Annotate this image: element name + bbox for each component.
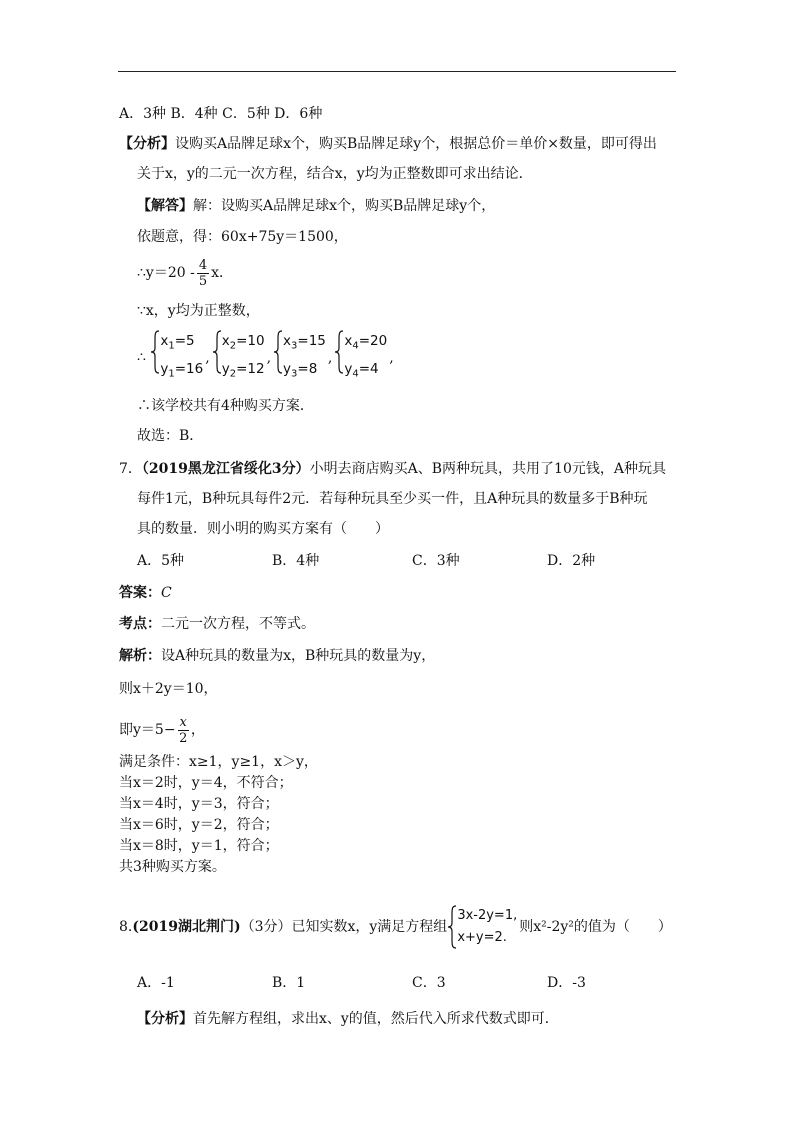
solution-system	[212, 330, 265, 385]
q7-analysis-value: 设A种玩具的数量为x，B种玩具的数量为y，	[161, 648, 436, 664]
prev-analysis-line-2: 关于x，y的二元一次方程，结合x，y均为正整数即可求出结论．	[137, 166, 533, 182]
analysis-text-1: 设购买A品牌足球x个，购买B品牌足球y个，根据总价＝单价×数量，即可得出	[175, 136, 657, 152]
q7-number: 7．	[119, 461, 142, 477]
solution-y-row	[222, 358, 265, 386]
q7-answer	[119, 583, 172, 603]
solution-x-row	[222, 330, 265, 358]
prev-choice: 故选：B．	[137, 428, 204, 444]
x-subscript: 3	[291, 340, 298, 352]
q8-score: （3分）	[240, 919, 292, 935]
y-subscript: 4	[352, 368, 359, 380]
prev-conclusion: ∴该学校共有4种购买方案．	[137, 398, 314, 414]
y-label: y	[221, 360, 230, 377]
q7-option-b: B．4种	[272, 553, 320, 569]
y-subscript: 1	[168, 368, 175, 380]
fraction-denominator: 2	[179, 730, 188, 746]
left-brace-icon	[212, 330, 222, 374]
q8-option-c: C．3	[412, 975, 446, 991]
prev-equation-1: 依题意，得：60x+75y＝1500，	[137, 229, 348, 245]
solution-separator: ,	[389, 349, 394, 366]
q7-option-d: D．2种	[547, 553, 596, 569]
q7-answer-label: 答案：	[119, 585, 161, 601]
q7-text-1: 小明去商店购买A、B两种玩具，共用了10元钱，A种玩具	[309, 461, 666, 477]
answer-tag: 【解答】	[137, 198, 193, 214]
y-value: =12	[236, 360, 265, 377]
q7-eq2-pre: 即y＝5−	[119, 722, 176, 738]
q7-answer-value: C	[161, 585, 172, 601]
q7-case-1: 当x＝2时，y＝4，不符合；	[119, 775, 293, 791]
q7-line-3: 具的数量．则小明的购买方案有（ ）	[137, 521, 389, 537]
q7-case-3: 当x＝6时，y＝2，符合；	[119, 817, 279, 833]
header-rule	[118, 71, 676, 72]
solution-system	[273, 330, 326, 385]
fraction-numerator: 4	[198, 257, 208, 273]
q8-text-pre: 已知实数x，y满足方程组	[291, 919, 448, 935]
q8-source: (2019湖北荆门)	[132, 919, 241, 935]
q7-topic-value: 二元一次方程，不等式。	[161, 616, 315, 632]
q8-line-1	[119, 903, 672, 951]
q8-option-b: B．1	[272, 975, 306, 991]
q7-case-4: 当x＝8时，y＝1，符合；	[119, 838, 279, 854]
prev-analysis-line-1	[119, 134, 657, 154]
solution-system	[334, 330, 387, 385]
eq2-pre: ∴y＝20 -	[137, 265, 195, 281]
prev-options: A．3种 B．4种 C．5种 D．6种	[119, 106, 323, 122]
x-value: =15	[297, 333, 326, 349]
solution-system	[150, 330, 203, 385]
y-label: y	[344, 360, 353, 377]
q8-option-a: A．-1	[137, 975, 175, 991]
q8-analysis	[137, 1009, 559, 1029]
y-value: =8	[297, 360, 318, 377]
solution-separator: ,	[266, 349, 272, 366]
q7-option-c: C．3种	[412, 553, 460, 569]
q7-analysis-label: 解析：	[119, 648, 161, 664]
q7-case-2: 当x＝4时，y＝3，符合；	[119, 796, 279, 812]
solution-separator: ,	[205, 349, 210, 366]
q8-analysis-tag: 【分析】	[137, 1011, 193, 1027]
q8-system-row-1: 3x-2y=1,	[457, 908, 518, 923]
left-brace-icon	[150, 330, 160, 374]
q8-option-d: D．-3	[547, 975, 586, 991]
solution-y-row	[160, 358, 203, 386]
solution-y-row	[344, 358, 387, 386]
q8-analysis-value: 首先解方程组，求出x、y的值，然后代入所求代数式即可．	[193, 1011, 559, 1027]
x-subscript: 2	[229, 340, 237, 352]
q7-option-a: A．5种	[137, 553, 185, 569]
y-value: =16	[174, 360, 204, 377]
x-label: x	[283, 333, 292, 349]
q7-topic-label: 考点：	[119, 616, 161, 632]
q7-line-2: 每件1元，B种玩具每件2元．若每种玩具至少买一件，且A种玩具的数量多于B种玩	[137, 491, 648, 507]
q7-condition: 满足条件：x≥1，y≥1，x＞y，	[119, 754, 318, 770]
x-label: x	[344, 333, 353, 349]
x-subscript: 1	[168, 340, 175, 352]
q7-line-1	[119, 459, 666, 479]
solution-x-row	[160, 330, 203, 358]
y-value: =4	[358, 360, 379, 377]
solution-separator: ,	[327, 349, 333, 366]
solution-x-row	[283, 330, 326, 358]
q7-equation-2	[119, 712, 205, 748]
q7-equation-1: 则x＋2y＝10，	[119, 681, 218, 697]
solution-y-row	[283, 358, 326, 386]
y-subscript: 3	[291, 368, 298, 380]
x-value: =5	[174, 333, 195, 349]
solutions-list	[150, 333, 395, 380]
x-value: =10	[236, 333, 265, 349]
answer-text-1: 解：设购买A品牌足球x个，购买B品牌足球y个，	[193, 198, 496, 214]
fraction-numerator: x	[179, 714, 187, 730]
prev-answer-line	[137, 196, 495, 216]
x-label: x	[221, 333, 230, 349]
q8-text-post: 则x²-2y²的值为（ ）	[519, 919, 672, 935]
fraction-denominator: 5	[198, 273, 208, 289]
q8-system-row-2: x+y=2.	[457, 930, 507, 945]
q8-number: 8.	[119, 919, 133, 935]
q7-analysis	[119, 646, 435, 666]
left-brace-icon	[273, 330, 283, 374]
therefore-symbol: ∴	[137, 349, 146, 366]
fraction-4-5	[197, 258, 209, 289]
y-label: y	[160, 360, 169, 377]
prev-because: ∵x，y均为正整数，	[137, 303, 260, 319]
prev-equation-2	[137, 257, 233, 289]
y-subscript: 2	[229, 368, 237, 380]
x-value: =20	[358, 333, 388, 349]
prev-solutions	[137, 330, 396, 385]
fraction-x-2	[178, 715, 189, 746]
y-label: y	[283, 360, 292, 377]
q7-eq2-post: ，	[190, 722, 205, 738]
left-brace-icon	[447, 905, 457, 949]
x-label: x	[160, 333, 169, 349]
x-subscript: 4	[352, 340, 359, 352]
q8-equation-system	[447, 905, 517, 949]
solution-x-row	[344, 330, 387, 358]
analysis-tag: 【分析】	[119, 136, 175, 152]
left-brace-icon	[334, 330, 344, 374]
q7-topic	[119, 614, 315, 634]
q7-total: 共3种购买方案。	[119, 859, 226, 875]
q7-source: （2019黑龙江省绥化3分）	[141, 461, 310, 477]
eq2-post: x．	[211, 265, 233, 281]
